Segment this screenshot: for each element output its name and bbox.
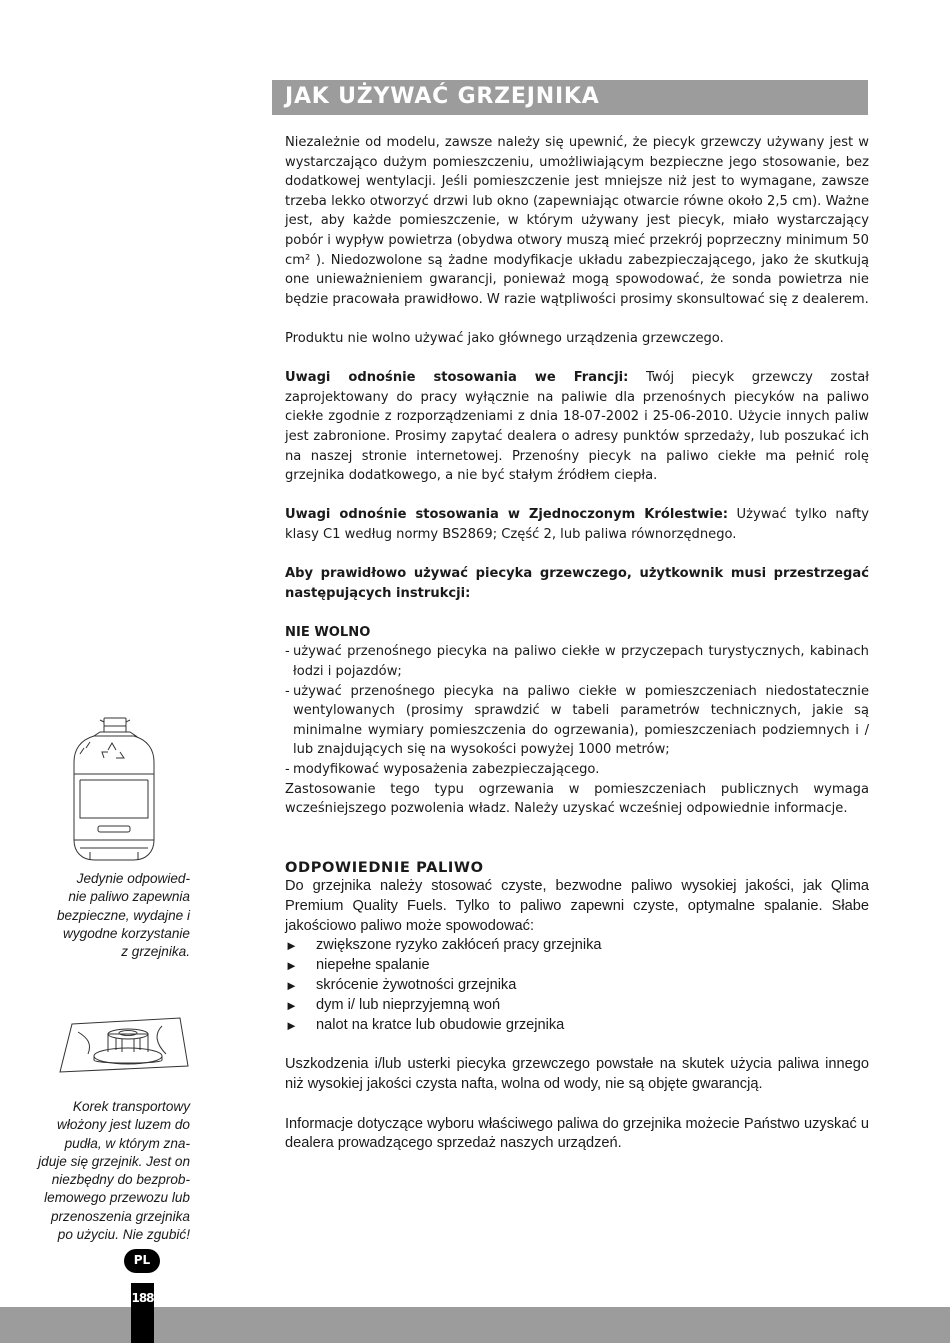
- paragraph-france: [285, 368, 869, 486]
- caption-line: Korek transportowy: [72, 1099, 190, 1114]
- caption-line: przenoszenia grzejnika: [50, 1208, 190, 1224]
- caption-line: nie paliwo zapewnia: [68, 889, 190, 905]
- caption-line: jduje się grzejnik. Jest on: [38, 1153, 190, 1169]
- list-item-text: modyfikować wyposażenia zabezpieczającego.: [293, 762, 600, 777]
- list-item: [285, 1016, 869, 1036]
- page-title: JAK UŻYWAĆ GRZEJNIKA: [285, 84, 600, 109]
- nie-wolno-heading: [285, 623, 869, 643]
- fuel-bullet-list: [285, 936, 869, 1035]
- arrow-bullet-icon: ►: [285, 1017, 298, 1033]
- list-item: [285, 956, 869, 976]
- page-number: 188: [131, 1291, 154, 1305]
- section-header-bar: [272, 80, 868, 115]
- list-item: - używać przenośnego piecyka na paliwo ciekłe w przyczepach turystycznych, kabinach łodzi i pojazdów;: [285, 642, 869, 681]
- arrow-bullet-icon: ►: [285, 938, 298, 954]
- list-item: [285, 996, 869, 1016]
- page-number-tab: [131, 1283, 154, 1343]
- arrow-bullet-icon: ►: [285, 997, 298, 1013]
- caption-line: pudła, w którym zna-: [64, 1135, 190, 1151]
- arrow-bullet-icon: ►: [285, 958, 298, 974]
- paragraph-room-size: Niezależnie od modelu, zawsze należy się upewnić, że piecyk grzewczy używany jest w wystarczająco dużym pomieszczeniu, umożliwiającym bezpieczne jego stosowanie, bez dodatkowej wentylacji. Jeśli pomieszczenie jest mniejsze niż jest to wymagane, zawsze trzeba lekko otworzyć drzwi lub okno (zapewniając otwarcie równe około 2,5 cm). Ważne jest, aby każde pomieszczenie, w którym używany jest piecyk, miało wystarczający pobór i wypływ powietrza (obydwa otwory muszą mieć przekrój poprzeczny minimum 50 cm² ). Niedozwolone są żadne modyfikacje układu zabezpieczającego, jako że skutkują one unieważnieniem gwarancji, ponieważ mogą spowodować, że sonda powietrza nie będzie pracowała prawidłowo. W razie wątpliwości prosimy skonsultować się z dealerem.: [285, 135, 869, 307]
- language-badge: [124, 1249, 160, 1273]
- list-item: [285, 936, 869, 956]
- nie-wolno-title: NIE WOLNO: [285, 624, 371, 640]
- paragraph-public-rooms: Zastosowanie tego typu ogrzewania w pomieszczeniach publicznych wymaga wcześniejszego pozwolenia władz. Należy uzyskać wcześniej odpowiednie informacje.: [285, 781, 869, 817]
- main-text: [285, 133, 869, 819]
- caption-line: wygodne korzystanie: [63, 925, 190, 941]
- uk-note-label: Uwagi odnośnie stosowania w Zjednoczonym Królestwie:: [285, 507, 728, 523]
- list-item-text: dym i/ lub nieprzyjemną woń: [316, 996, 501, 1013]
- paragraph-fuel-info: Informacje dotyczące wyboru właściwego paliwa do grzejnika możecie Państwo uzyskać u dealera prowadzącego sprzedaż naszych urządzeń.: [285, 1115, 869, 1152]
- list-item-text: nalot na kratce lub obudowie grzejnika: [316, 1016, 565, 1033]
- language-code: PL: [133, 1253, 151, 1267]
- paragraph-instructions-intro: [285, 564, 869, 603]
- caption-line: lemowego przewozu lub: [44, 1190, 190, 1206]
- list-item-text: skrócenie żywotności grzejnika: [316, 976, 517, 993]
- list-item-text: używać przenośnego piecyka na paliwo ciekłe w pomieszczeniach niedostatecznie wentylowanych (prosimy sprawdzić w tabeli parametrów technicznych, jakie są minimalne wymiary pomieszczenia do ogrzewania), pomieszczeniach podziemnych i / lub znajdujących się na wysokości powyżej 1000 metrów;: [293, 683, 869, 758]
- caption-line: niezbędny do bezprob-: [51, 1172, 190, 1188]
- paragraph-warranty: Uszkodzenia i/lub usterki piecyka grzewczego powstałe na skutek użycia paliwa innego niż wysokiej jakości czysta nafta, wolna od wody, nie są objęte gwarancją.: [285, 1056, 869, 1092]
- paragraph-uk: [285, 505, 869, 544]
- fuel-section-title: ODPOWIEDNIE PALIWO: [285, 859, 484, 876]
- france-note-text: Twój piecyk grzewczy został zaprojektowany do pracy wyłącznie na paliwie dla przenośnych piecyków na paliwo ciekłe zgodnie z rozporządzeniami z dnia 18-07-2002 i 25-06-2010. Użycie innych paliw jest zabronione. Prosimy zapytać dealera o adresy punktów sprzedaży, lub poszukać ich na naszej stronie internetowej. Przenośny piecyk na paliwo ciekłe ma pełnić rolę grzejnika dodatkowego, a nie być stałym źródłem ciepła.: [285, 370, 869, 484]
- caption-line: z grzejnika.: [121, 944, 190, 960]
- list-item: [285, 976, 869, 996]
- list-item-text: używać przenośnego piecyka na paliwo ciekłe w przyczepach turystycznych, kabinach łodzi i pojazdów;: [293, 644, 869, 680]
- list-item: - używać przenośnego piecyka na paliwo ciekłe w pomieszczeniach niedostatecznie wentylowanych (prosimy sprawdzić w tabeli parametrów technicznych, jakie są minimalne wymiary pomieszczenia do ogrzewania), pomieszczeniach podziemnych i / lub znajdujących się na wysokości powyżej 1000 metrów;: [285, 682, 869, 760]
- uk-note-text: Używać tylko nafty klasy C1 według normy BS2869; Część 2, lub paliwa równorzędnego.: [285, 507, 869, 542]
- list-item-text: zwiększone ryzyko zakłóceń pracy grzejnika: [316, 937, 602, 954]
- instructions-intro: Aby prawidłowo używać piecyka grzewczego, użytkownik musi przestrzegać następujących instrukcji:: [285, 566, 869, 601]
- fuel-intro: Do grzejnika należy stosować czyste, bezwodne paliwo wysokiej jakości, jak Qlima Premium Quality Fuels. Tylko to paliwo zapewni czyste, optymalne spalanie. Słabe jakościowo paliwo może spowodować:: [285, 878, 869, 934]
- france-note-label: Uwagi odnośnie stosowania we Francji:: [285, 370, 629, 386]
- paragraph-not-main-heating: Produktu nie wolno używać jako głównego urządzenia grzewczego.: [285, 330, 724, 346]
- list-item: - modyfikować wyposażenia zabezpieczającego.: [285, 760, 869, 780]
- caption-line: bezpieczne, wydajne i: [57, 907, 190, 923]
- caption-transport-cap: [38, 1098, 190, 1244]
- transport-cap-icon: [58, 1014, 190, 1076]
- fuel-canister-icon: [70, 714, 166, 866]
- caption-fuel: [57, 870, 190, 961]
- list-item-text: niepełne spalanie: [316, 957, 430, 974]
- caption-line: włożony jest luzem do: [57, 1117, 190, 1133]
- caption-line: po użyciu. Nie zgubić!: [57, 1227, 190, 1243]
- arrow-bullet-icon: ►: [285, 977, 298, 993]
- fuel-section: [285, 858, 869, 1154]
- caption-line: Jedynie odpowied-: [76, 871, 190, 886]
